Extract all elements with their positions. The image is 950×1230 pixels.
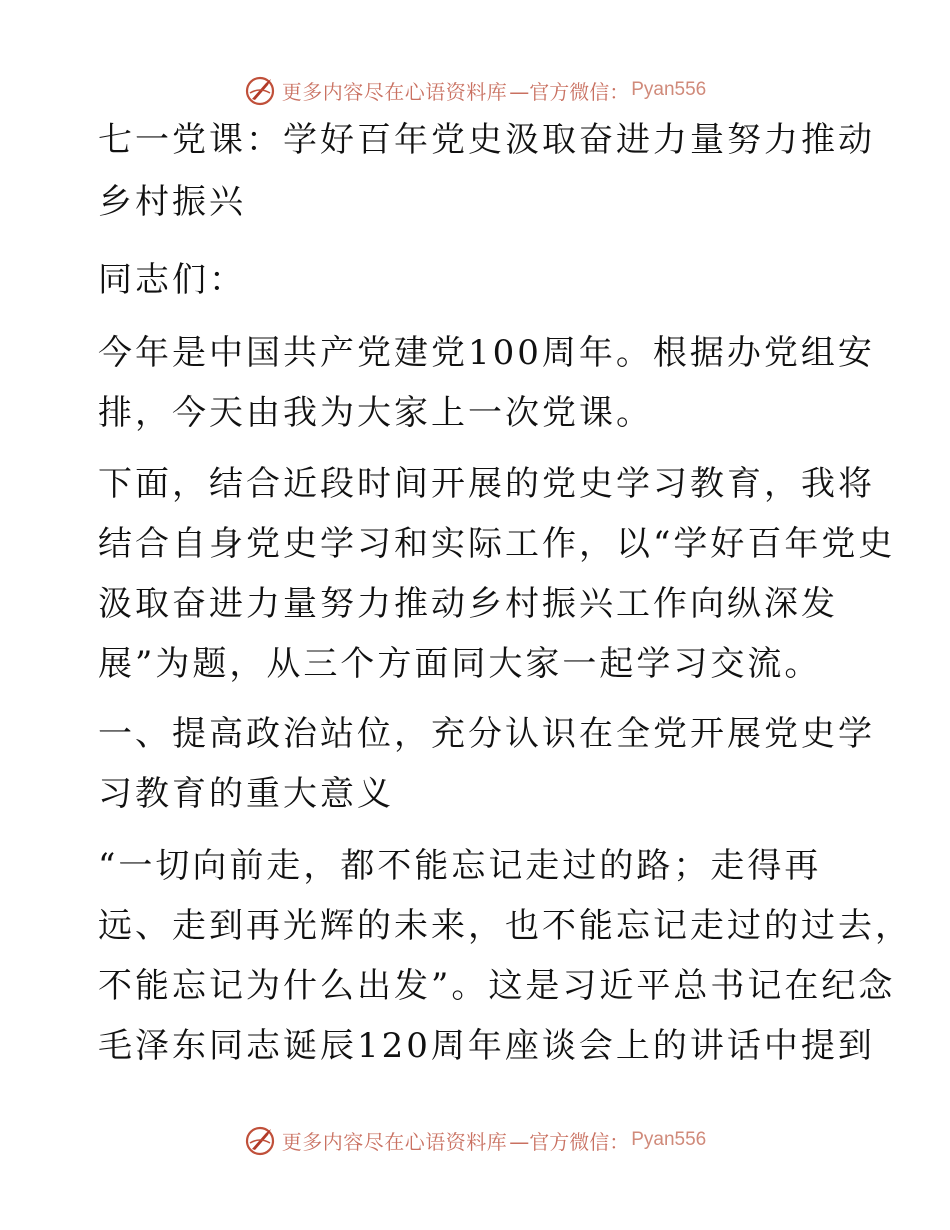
pen-logo-icon xyxy=(244,73,278,107)
pen-logo-icon xyxy=(244,1123,278,1157)
title-line-2: 乡村振兴 xyxy=(98,182,246,222)
watermark-text: 更多内容尽在心语资料库 xyxy=(281,1129,508,1154)
paragraph-line: 今年是中国共产党建党100周年。根据办党组安 xyxy=(98,333,875,373)
paragraph-line: 展”为题，从三个方面同大家一起学习交流。 xyxy=(98,644,822,684)
watermark-wechat-id: Pyan556 xyxy=(631,1129,707,1150)
watermark-footer xyxy=(0,1120,950,1160)
paragraph-line: 下面，结合近段时间开展的党史学习教育，我将 xyxy=(98,464,875,504)
watermark-header xyxy=(0,70,950,110)
watermark-separator: —官方微信： xyxy=(509,1129,630,1154)
section-heading-line-2: 习教育的重大意义 xyxy=(98,774,394,814)
watermark-separator: —官方微信： xyxy=(509,79,630,104)
salutation: 同志们： xyxy=(98,260,246,300)
paragraph-line: 结合自身党史学习和实际工作，以“学好百年党史 xyxy=(98,524,896,564)
paragraph-line: 远、走到再光辉的未来，也不能忘记走过的过去， xyxy=(98,906,912,946)
section-heading-line-1: 一、提高政治站位，充分认识在全党开展党史学 xyxy=(98,714,875,754)
paragraph-line: “一切向前走，都不能忘记走过的路；走得再 xyxy=(98,846,822,886)
paragraph-line: 排，今天由我为大家上一次党课。 xyxy=(98,393,653,433)
paragraph-line: 不能忘记为什么出发”。这是习近平总书记在纪念 xyxy=(98,966,896,1006)
paragraph-line: 毛泽东同志诞辰120周年座谈会上的讲话中提到 xyxy=(98,1026,875,1066)
paragraph-line: 汲取奋进力量努力推动乡村振兴工作向纵深发 xyxy=(98,584,838,624)
watermark-text: 更多内容尽在心语资料库 xyxy=(281,79,508,104)
watermark-wechat-id: Pyan556 xyxy=(631,79,707,100)
title-line-1: 七一党课：学好百年党史汲取奋进力量努力推动 xyxy=(98,120,875,160)
